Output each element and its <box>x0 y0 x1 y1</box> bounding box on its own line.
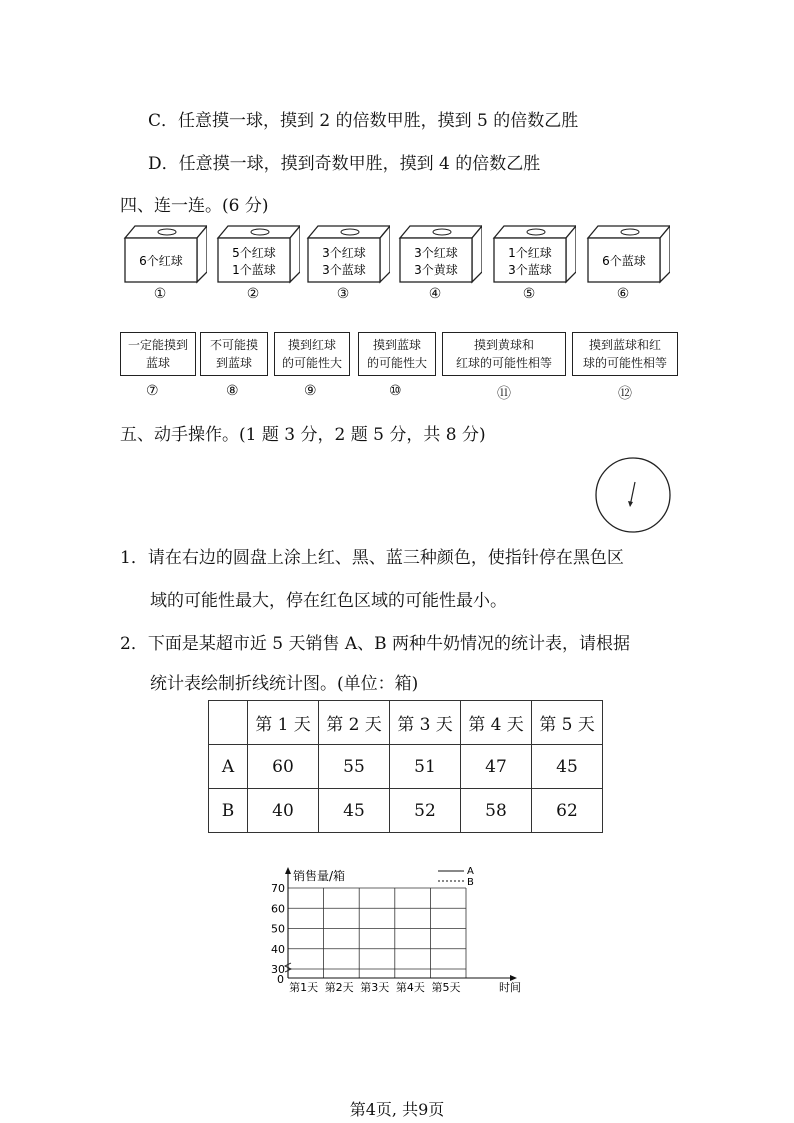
card-11-line-2: 红球的可能性相等 <box>455 356 552 370</box>
card-10-line-2: 的可能性大 <box>366 356 427 370</box>
card-12-line-1: 摸到蓝球和红 <box>588 338 661 352</box>
card-8 <box>200 332 268 376</box>
y-tick-label: 30 <box>271 963 285 976</box>
x-tick-label: 第3天 <box>360 981 390 994</box>
table-cell: 55 <box>319 745 390 789</box>
option-c-text: 任意摸一球，摸到 2 的倍数甲胜，摸到 5 的倍数乙胜 <box>178 111 579 131</box>
spinner-disc[interactable] <box>594 456 674 536</box>
option-d-text: 任意摸一球，摸到奇数甲胜，摸到 4 的倍数乙胜 <box>178 154 541 174</box>
legend-label-b: B <box>467 877 474 888</box>
box-4 <box>398 224 482 288</box>
card-7-line-2: 蓝球 <box>145 356 170 370</box>
box-5-label-1: 1个红球 <box>508 246 552 260</box>
box-4-number: ④ <box>428 286 442 302</box>
card-10-number: ⑩ <box>389 383 402 399</box>
table-cell: 51 <box>390 745 461 789</box>
box-2-number: ② <box>246 286 260 302</box>
card-7-line-1: 一定能摸到 <box>127 338 188 352</box>
q2-line-1: 2．下面是某超市近 5 天销售 A、B 两种牛奶情况的统计表，请根据 <box>120 634 631 654</box>
card-9 <box>274 332 350 376</box>
box-5-shape <box>492 224 576 284</box>
y-tick-label: 50 <box>271 922 285 936</box>
table-header-row <box>209 701 603 745</box>
box-3-number: ③ <box>336 286 350 302</box>
y-axis-arrow-icon <box>285 867 291 874</box>
box-2-label-1: 5个红球 <box>232 246 276 260</box>
box-5-label-2: 3个蓝球 <box>508 263 552 277</box>
box-2 <box>216 224 300 288</box>
section-5-title: 五、动手操作。(1 题 3 分，2 题 5 分，共 8 分) <box>120 425 486 445</box>
card-8-line-2: 到蓝球 <box>215 356 252 370</box>
card-7 <box>120 332 196 376</box>
y-tick-label: 70 <box>271 882 285 895</box>
y-axis-label: 销售量/箱 <box>293 869 346 883</box>
table-cell: B <box>209 789 248 833</box>
table-header-cell <box>209 701 248 745</box>
table-cell: 58 <box>461 789 532 833</box>
page-footer: 第4页, 共9页 <box>349 1100 445 1119</box>
box-4-shape <box>398 224 482 284</box>
section-4-title: 四、连一连。(6 分) <box>120 196 269 216</box>
box-6-label: 6个蓝球 <box>602 254 646 268</box>
q1-line-1: 1．请在右边的圆盘上涂上红、黑、蓝三种颜色，使指针停在黑色区 <box>120 548 624 568</box>
y-tick-label: 0 <box>277 973 284 986</box>
box-1 <box>123 224 207 288</box>
box-row <box>120 224 680 304</box>
card-10-line-1: 摸到蓝球 <box>372 338 421 352</box>
box-3 <box>306 224 390 288</box>
table-row <box>209 745 603 789</box>
table-cell: 45 <box>319 789 390 833</box>
option-d-letter: D． <box>148 154 179 174</box>
box-3-label-2: 3个蓝球 <box>322 263 366 277</box>
x-axis-label: 时间 <box>499 981 521 994</box>
option-d <box>148 149 540 174</box>
table-row <box>209 789 603 833</box>
y-tick-label: 60 <box>271 902 285 916</box>
table-header-cell: 第 1 天 <box>248 701 319 745</box>
card-12-line-2: 球的可能性相等 <box>582 356 667 370</box>
table-header-cell: 第 4 天 <box>461 701 532 745</box>
box-2-label-2: 1个蓝球 <box>232 263 276 277</box>
option-c-letter: C． <box>148 111 179 131</box>
card-10 <box>358 332 436 376</box>
table-cell: 62 <box>532 789 603 833</box>
table-cell: 40 <box>248 789 319 833</box>
box-1-label: 6个红球 <box>139 254 183 268</box>
box-4-label-2: 3个黄球 <box>414 263 458 277</box>
table-cell: 60 <box>248 745 319 789</box>
table-cell: 45 <box>532 745 603 789</box>
box-6 <box>586 224 670 288</box>
card-9-line-1: 摸到红球 <box>287 338 336 352</box>
card-8-line-1: 不可能摸 <box>209 338 258 352</box>
box-1-shape <box>123 224 207 284</box>
card-9-number: ⑨ <box>304 383 317 399</box>
box-3-shape <box>306 224 390 284</box>
box-6-number: ⑥ <box>616 286 630 302</box>
card-8-number: ⑧ <box>226 383 239 399</box>
x-tick-label: 第2天 <box>324 981 354 994</box>
card-11-number: ⑪ <box>497 386 511 402</box>
x-tick-label: 第4天 <box>395 981 425 994</box>
box-1-number: ① <box>153 286 167 302</box>
card-12 <box>572 332 678 376</box>
y-tick-label: 40 <box>271 942 285 956</box>
card-7-number: ⑦ <box>146 383 159 399</box>
box-4-label-1: 3个红球 <box>414 246 458 260</box>
table-cell: 47 <box>461 745 532 789</box>
box-3-label-1: 3个红球 <box>322 246 366 260</box>
sales-table <box>208 700 603 833</box>
x-tick-label: 第1天 <box>289 981 319 994</box>
card-12-number: ⑫ <box>618 386 632 402</box>
table-header-cell: 第 2 天 <box>319 701 390 745</box>
table-header-cell: 第 5 天 <box>532 701 603 745</box>
q1-line-2: 域的可能性最大，停在红色区域的可能性最小。 <box>150 591 507 611</box>
box-5-number: ⑤ <box>522 286 536 302</box>
card-11-line-1: 摸到黄球和 <box>473 338 534 352</box>
table-header-cell: 第 3 天 <box>390 701 461 745</box>
legend-label-a: A <box>467 866 474 877</box>
q2-line-2: 统计表绘制折线统计图。(单位：箱) <box>150 674 419 694</box>
option-c <box>148 106 578 131</box>
card-9-line-2: 的可能性大 <box>281 356 342 370</box>
card-11 <box>442 332 566 376</box>
box-5 <box>492 224 576 288</box>
box-2-shape <box>216 224 300 284</box>
table-cell: 52 <box>390 789 461 833</box>
box-6-shape <box>586 224 670 284</box>
table-cell: A <box>209 745 248 789</box>
axis-break-icon <box>285 963 291 972</box>
x-tick-label: 第5天 <box>431 981 461 994</box>
line-chart[interactable] <box>262 858 532 998</box>
